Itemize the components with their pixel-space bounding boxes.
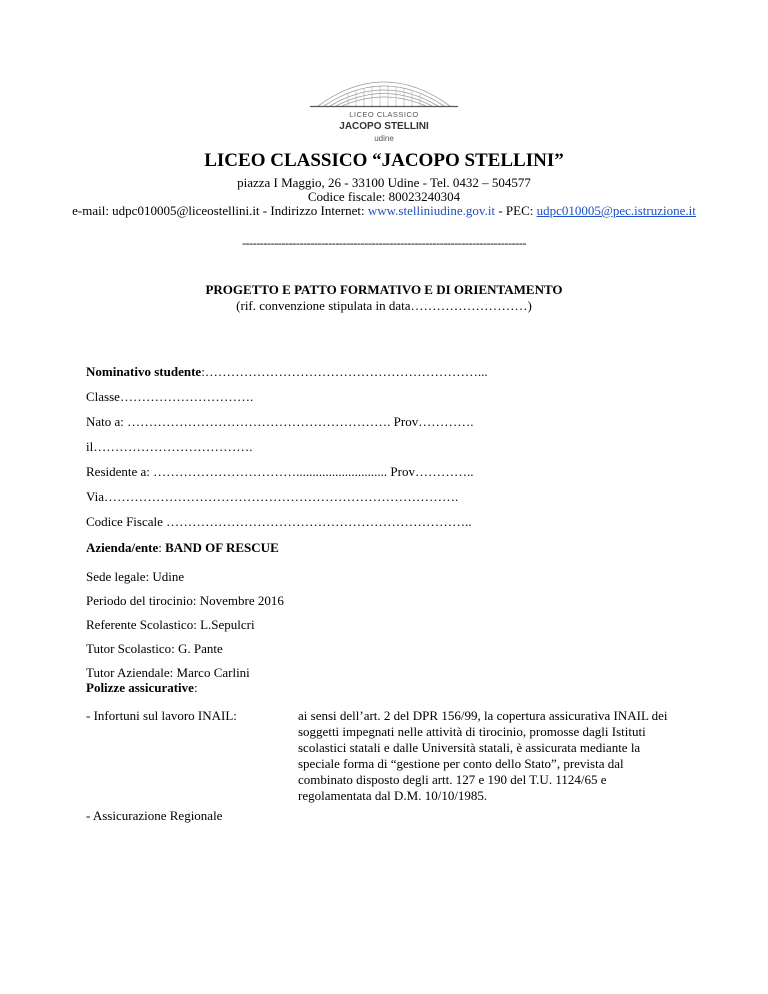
separator-line: ------------------------------------------------------------------------------- [241,236,527,250]
logo-arch-icon [304,66,464,112]
school-fiscal-code: Codice fiscale: 80023240304 [307,189,461,204]
school-title: LICEO CLASSICO “JACOPO STELLINI” [204,150,564,171]
regional-insurance-label: - Assicurazione Regionale [86,808,223,823]
student-residence-field: Residente a: ……………………………............................ Prov………….. [86,464,474,479]
inail-label: - Infortuni sul lavoro INAIL: [86,708,237,723]
school-logo [304,66,464,148]
company-label: Azienda/ente [86,540,159,555]
student-fiscal-code-field: Codice Fiscale …………………………………………………………….. [86,514,472,529]
company-field [86,540,279,556]
document-heading: PROGETTO E PATTO FORMATIVO E DI ORIENTAMENTO [205,282,563,297]
pec-label: - PEC: [495,203,537,218]
email-text: e-mail: udpc010005@liceostellini.it - Indirizzo Internet: [72,203,368,218]
document-subheading: (rif. convenzione stipulata in data………………………) [236,298,532,313]
inail-text: ai sensi dell’art. 2 del DPR 156/99, la copertura assicurativa INAIL dei soggetti impegnati nelle attività di tirocinio, promosse dagli Istituti scolastici statali e dalle Università statali, è assicurata mediante la speciale forma di “gestione per conto dello Stato”, prevista dal combinato disposto degli artt. 127 e 190 del T.U. 1124/65 e regolamentata dal D.M. 10/10/1985. [298,708,668,803]
student-name-field [86,364,488,380]
pec-link[interactable]: udpc010005@pec.istruzione.it [536,203,696,218]
logo-line-1: LICEO CLASSICO [349,110,419,119]
student-class-field: Classe…………………………. [86,389,254,404]
company-name: BAND OF RESCUE [165,540,279,555]
insurance-colon: : [193,680,198,695]
internship-period: Periodo del tirocinio: Novembre 2016 [86,593,284,608]
student-birthdate-field: il………………………………. [86,439,253,454]
student-name-fill: :………………………………………………………... [201,364,488,379]
logo-line-2: JACOPO STELLINI [339,121,429,132]
school-address: piazza I Maggio, 26 - 33100 Udine - Tel. 0432 – 504577 [237,175,531,190]
website-link[interactable]: www.stelliniudine.gov.it [367,203,496,218]
school-contacts [0,203,768,218]
logo-line-3: udine [374,134,394,143]
school-referent: Referente Scolastico: L.Sepulcri [86,617,255,632]
student-street-field: Via………………………………………………………………………. [86,489,459,504]
insurance-label: Polizze assicurative [86,680,194,695]
company-seat: Sede legale: Udine [86,569,185,584]
insurance-heading [86,680,198,696]
student-birthplace-field: Nato a: ……………………………………………………. Prov…………. [86,414,474,429]
company-tutor: Tutor Aziendale: Marco Carlini [86,665,250,680]
student-name-label: Nominativo studente [86,364,202,379]
company-colon: : [158,540,166,555]
school-tutor: Tutor Scolastico: G. Pante [86,641,223,656]
